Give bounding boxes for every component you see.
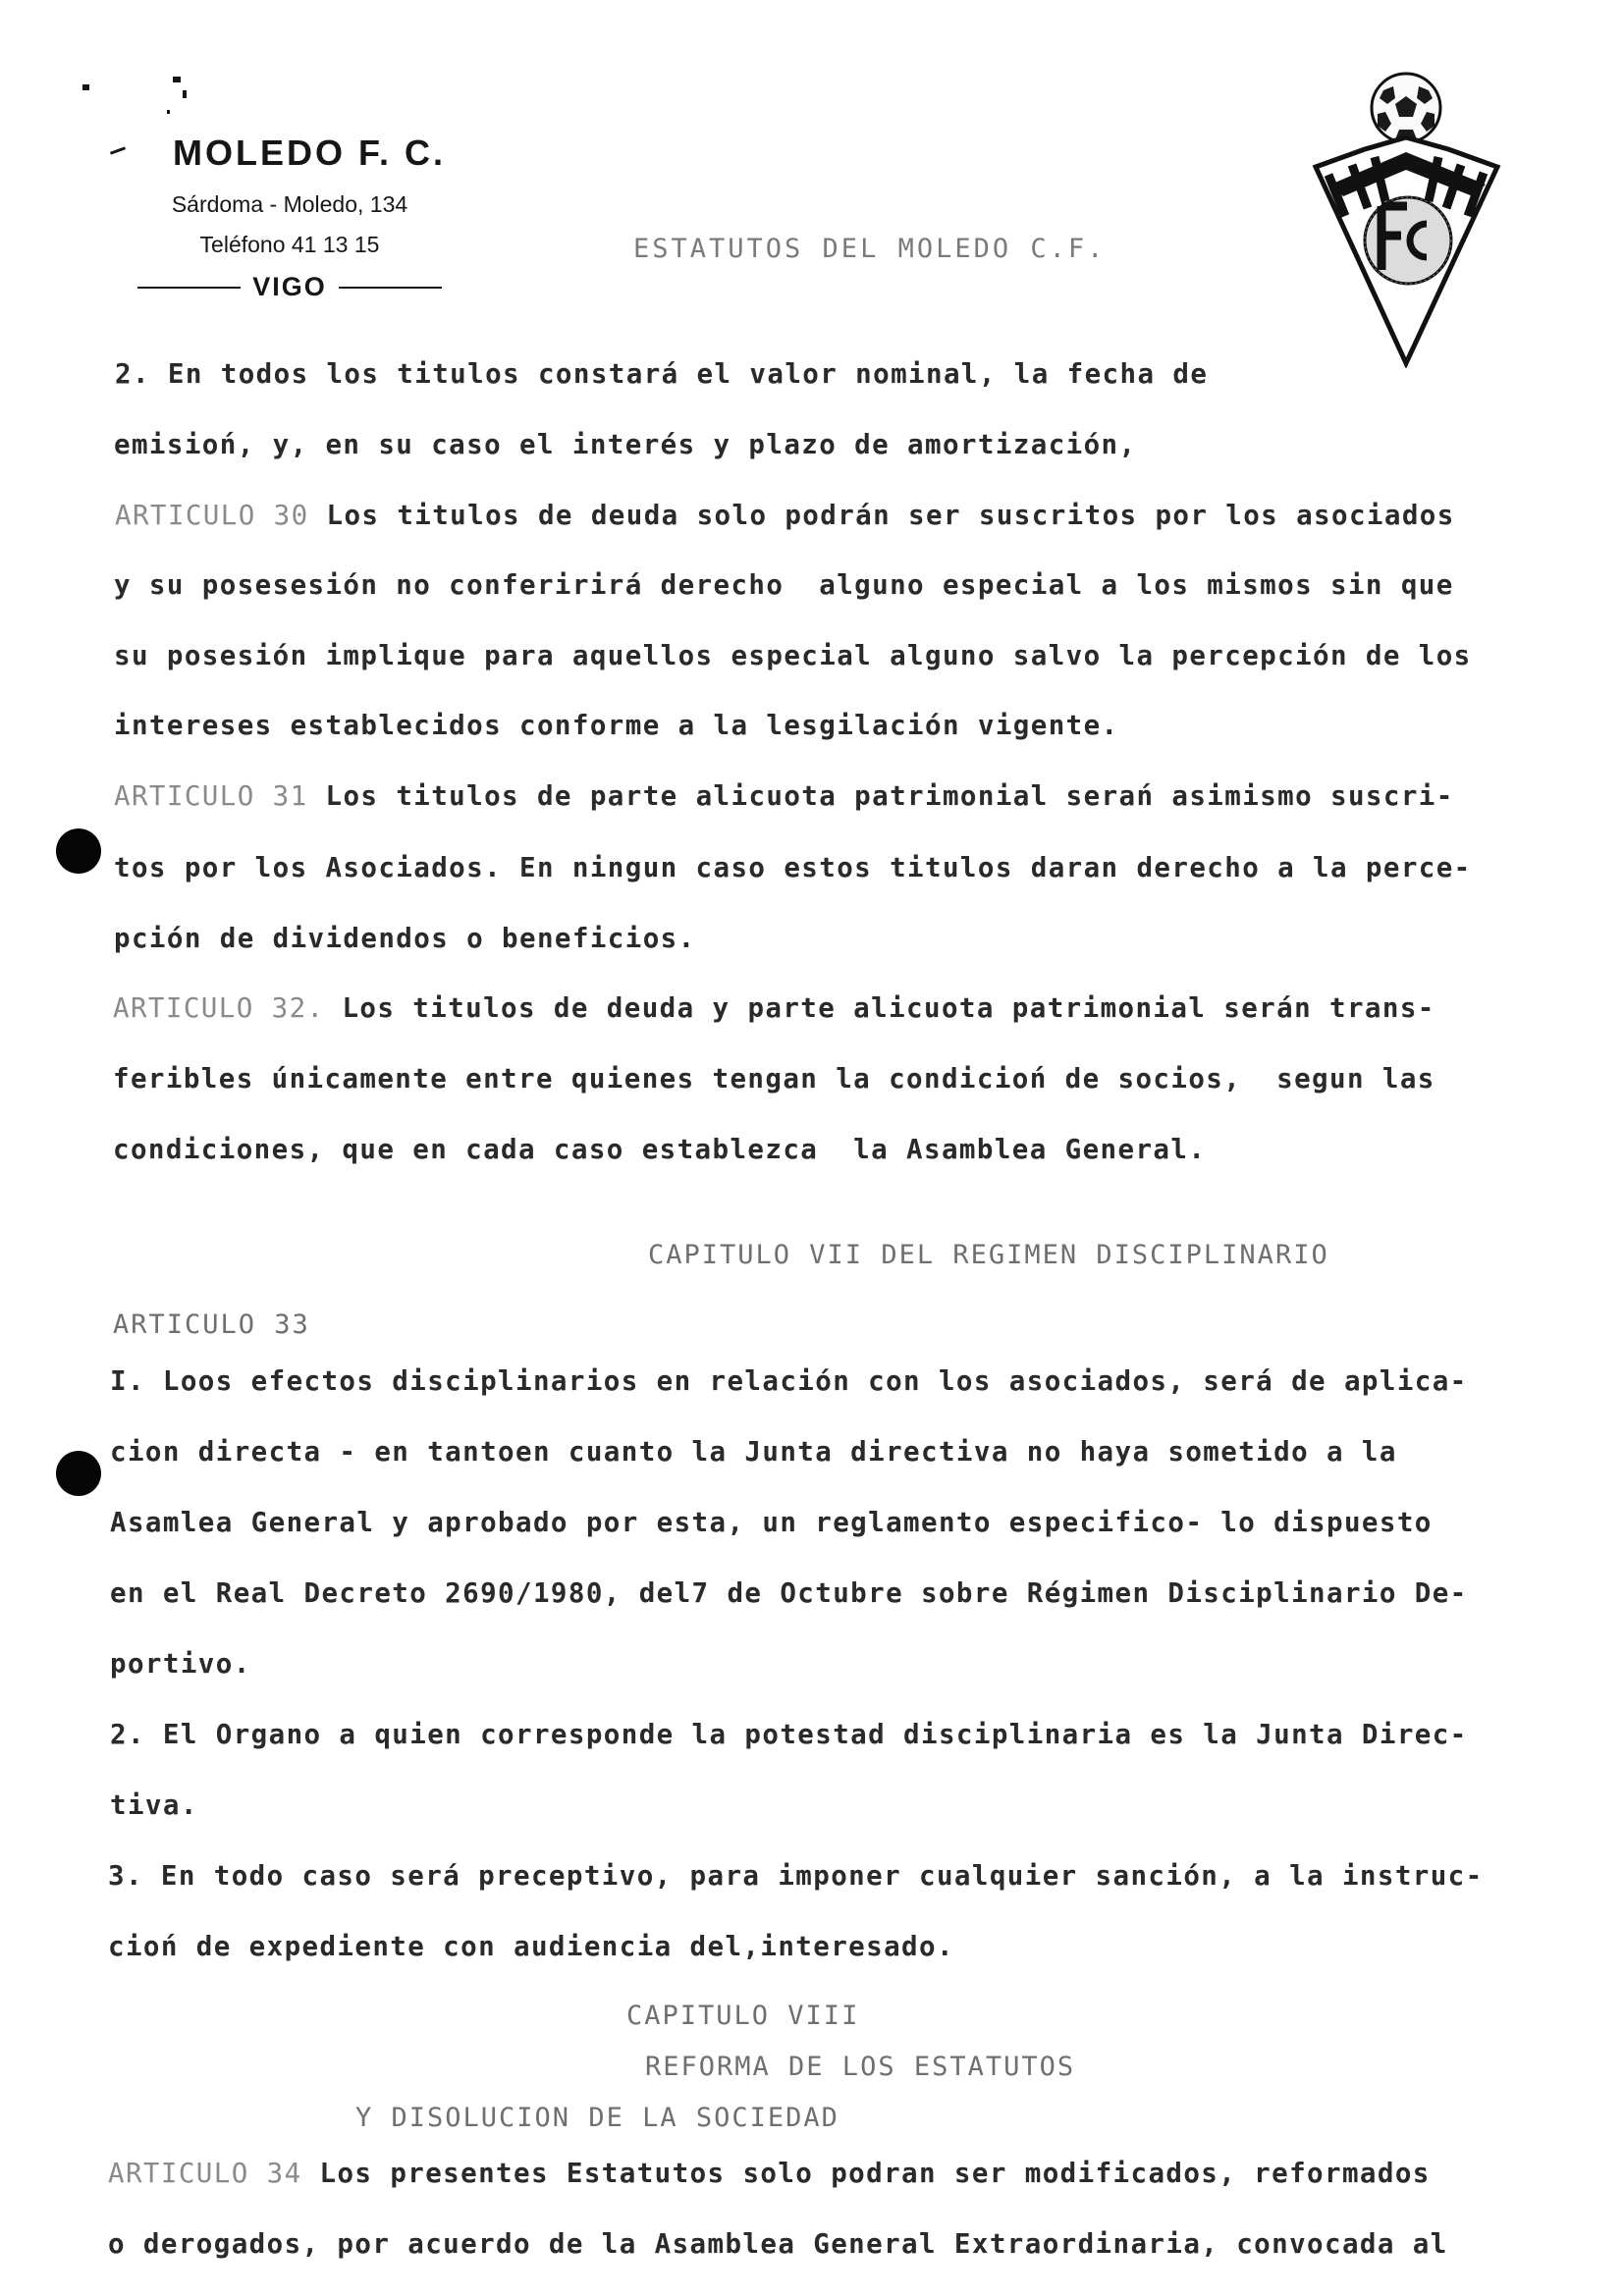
article-label: ARTICULO 32. — [113, 992, 325, 1024]
article-heading: ARTICULO 33 — [113, 1309, 310, 1340]
text-line: tos por los Asociados. En ningun caso estos titulos daran derecho a la perce- — [114, 852, 1472, 883]
text-line: condiciones, que en cada caso establezca la Asamblea General. — [113, 1134, 1207, 1165]
text-line: Asamlea General y aprobado por esta, un reglamento especifico- lo dispuesto — [110, 1507, 1433, 1538]
club-address: Sárdoma - Moledo, 134 — [171, 191, 408, 217]
ink-mark — [167, 110, 170, 114]
club-name: MOLEDO F. C. — [173, 133, 446, 173]
text-line: intereses establecidos conforme a la lesgilación vigente. — [114, 710, 1119, 741]
article-line — [115, 500, 1455, 531]
document-title: ESTATUTOS DEL MOLEDO C.F. — [633, 234, 1107, 264]
text-line: y su posesesión no conferirirá derecho alguno especial a los mismos sin que — [114, 569, 1454, 601]
club-phone: Teléfono 41 13 15 — [199, 232, 380, 257]
article-text: Los titulos de deuda y parte alicuota patrimonial serán trans- — [324, 992, 1435, 1024]
text-line: feribles únicamente entre quienes tengan la condicioń de socios, segun las — [113, 1063, 1435, 1095]
text-line: pción de dividendos o beneficios. — [114, 923, 696, 954]
article-text: Los titulos de deuda solo podrán ser suscritos por los asociados — [308, 500, 1455, 531]
chapter-heading: CAPITULO VII DEL REGIMEN DISCIPLINARIO — [648, 1240, 1329, 1270]
divider — [339, 287, 442, 289]
article-label: ARTICULO 31 — [114, 780, 308, 812]
text-line: portivo. — [110, 1648, 251, 1680]
text-line: o derogados, por acuerdo de la Asamblea General Extraordinaria, convocada al — [108, 2228, 1448, 2260]
ink-mark — [173, 77, 181, 82]
letterhead — [103, 133, 476, 302]
divider — [137, 287, 241, 289]
article-line — [108, 2158, 1431, 2189]
article-label: ARTICULO 34 — [108, 2158, 302, 2189]
text-line: tiva. — [110, 1789, 198, 1821]
ink-mark — [82, 84, 89, 90]
text-line: 3. En todo caso será preceptivo, para imponer cualquier sanción, a la instruc- — [108, 1860, 1484, 1892]
text-line: su posesión implique para aquellos especial alguno salvo la percepción de los — [114, 640, 1472, 671]
punch-hole — [56, 1451, 101, 1496]
club-city — [103, 272, 476, 302]
chapter-subheading: Y DISOLUCION DE LA SOCIEDAD — [355, 2103, 839, 2133]
article-text: Los titulos de parte alicuota patrimonial serań asimismo suscri- — [307, 780, 1454, 812]
article-label: ARTICULO 30 — [115, 500, 309, 531]
text-line: 2. En todos los titulos constará el valor nominal, la fecha de — [115, 358, 1209, 390]
text-line: emisioń, y, en su caso el interés y plazo de amortización, — [114, 429, 1137, 460]
club-city-label: VIGO — [252, 272, 327, 301]
text-line: 2. El Organo a quien corresponde la potestad disciplinaria es la Junta Direc- — [110, 1719, 1468, 1750]
chapter-subheading: REFORMA DE LOS ESTATUTOS — [645, 2052, 1076, 2082]
chapter-heading: CAPITULO VIII — [626, 2001, 860, 2031]
text-line: cioń de expediente con audiencia del,interesado. — [108, 1931, 954, 1962]
punch-hole — [56, 828, 101, 874]
article-line — [113, 992, 1435, 1024]
text-line: cion directa - en tantoen cuanto la Junta directiva no haya sometido a la — [110, 1436, 1397, 1468]
article-line — [114, 780, 1454, 812]
article-text: Los presentes Estatutos solo podran ser modificados, reformados — [301, 2158, 1431, 2189]
ink-mark — [183, 90, 187, 98]
club-crest-icon — [1311, 69, 1507, 368]
text-line: I. Loos efectos disciplinarios en relación con los asociados, será de aplica- — [110, 1365, 1468, 1397]
text-line: en el Real Decreto 2690/1980, del7 de Octubre sobre Régimen Disciplinario De- — [110, 1577, 1468, 1609]
